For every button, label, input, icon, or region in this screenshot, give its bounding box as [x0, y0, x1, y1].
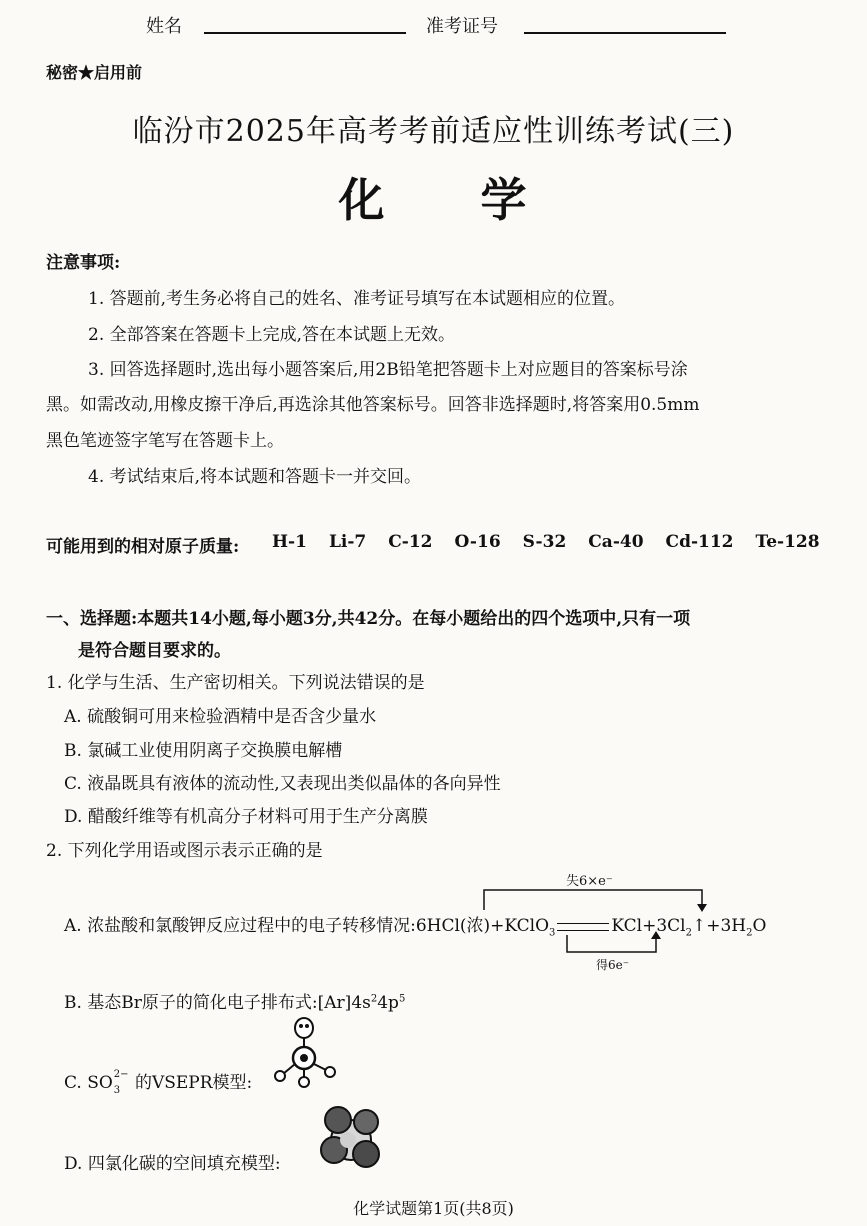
mass-Cd: Cd-112: [665, 532, 734, 552]
exam-number-label: 准考证号: [426, 16, 498, 37]
mass-Li: Li-7: [328, 532, 367, 552]
subject-title: 化 学: [338, 173, 529, 227]
q2-option-c: C. SO 2− 3 的VSEPR模型:: [64, 1068, 253, 1096]
sulfite-charge: 2− 3: [113, 1068, 129, 1096]
q2-stem: 2. 下列化学用语或图示表示正确的是: [46, 841, 323, 861]
q2-option-d: D. 四氯化碳的空间填充模型:: [64, 1154, 281, 1174]
q1-option-c: C. 液晶既具有液体的流动性,又表现出类似晶体的各向异性: [64, 774, 501, 794]
q2-option-a: A. 浓盐酸和氯酸钾反应过程中的电子转移情况:6HCl(浓)+KClO$_3$ $KCl+3Cl_2↑+3H_2O$: [64, 916, 767, 939]
exam-number-blank[interactable]: [524, 32, 726, 34]
atomic-mass-label: 可能用到的相对原子质量:: [46, 537, 240, 557]
name-blank[interactable]: [204, 32, 406, 34]
q2-a-prefix: A. 浓盐酸和氯酸钾反应过程中的电子转移情况:: [64, 916, 416, 936]
mass-H: H-1: [272, 532, 307, 552]
name-label: 姓名: [146, 16, 182, 37]
mass-Te: Te-128: [755, 532, 820, 552]
q1-option-d: D. 醋酸纤维等有机高分子材料可用于生产分离膜: [64, 807, 428, 827]
mass-O: O-16: [454, 532, 501, 552]
mass-Ca: Ca-40: [588, 532, 644, 552]
notes-heading: 注意事项:: [46, 253, 121, 273]
page-footer: 化学试题第1页(共8页): [353, 1199, 514, 1218]
lose-electron-bracket: [484, 890, 702, 910]
atomic-mass-values: [272, 532, 820, 552]
eq-kcl-cl2: KCl+3Cl: [611, 916, 686, 936]
lose-electrons-label: 失6×e⁻: [566, 874, 613, 889]
mass-C: C-12: [388, 532, 433, 552]
note-item-3-line2: 黑。如需改动,用橡皮擦干净后,再选涂其他答案标号。回答非选择题时,将答案用0.5mm: [46, 395, 700, 415]
q1-stem: 1. 化学与生活、生产密切相关。下列说法错误的是: [46, 673, 425, 693]
note-item-1: 1. 答题前,考生务必将自己的姓名、准考证号填写在本试题相应的位置。: [88, 289, 626, 309]
note-item-3-line1: 3. 回答选择题时,选出每小题答案后,用2B铅笔把答题卡上对应题目的答案标号涂: [88, 360, 688, 380]
q1-option-a: A. 硫酸铜可用来检验酒精中是否含少量水: [64, 707, 377, 727]
section1-line1: 一、选择题:本题共14小题,每小题3分,共42分。在每小题给出的四个选项中,只有一项: [46, 609, 691, 629]
note-item-4: 4. 考试结束后,将本试题和答题卡一并交回。: [88, 467, 422, 487]
note-item-3-line3: 黑色笔迹签字笔写在答题卡上。: [46, 431, 284, 451]
eq-hcl: 6HCl(浓): [415, 916, 491, 936]
eq-equals-sign: [557, 923, 609, 931]
confidential-mark: 秘密★启用前: [46, 63, 143, 82]
mass-S: S-32: [522, 532, 567, 552]
eq-h2o: +3H: [706, 916, 747, 936]
q2-option-b: B. 基态Br原子的简化电子排布式$:[Ar]4s^24p^5$: [64, 993, 406, 1013]
note-item-2: 2. 全部答案在答题卡上完成,答在本试题上无效。: [88, 325, 456, 345]
space-filling-model-icon: [318, 1104, 384, 1170]
eq-kclo3: +KClO: [490, 916, 550, 936]
gain-electrons-label: 得6e⁻: [596, 958, 630, 972]
q1-option-b: B. 氯碱工业使用阴离子交换膜电解槽: [64, 741, 343, 761]
vsepr-model-icon: [272, 1016, 342, 1088]
exam-title: 临汾市2025年高考考前适应性训练考试(三): [132, 114, 735, 149]
section1-line2: 是符合题目要求的。: [78, 641, 231, 661]
gas-arrow-icon: ↑: [692, 916, 707, 936]
